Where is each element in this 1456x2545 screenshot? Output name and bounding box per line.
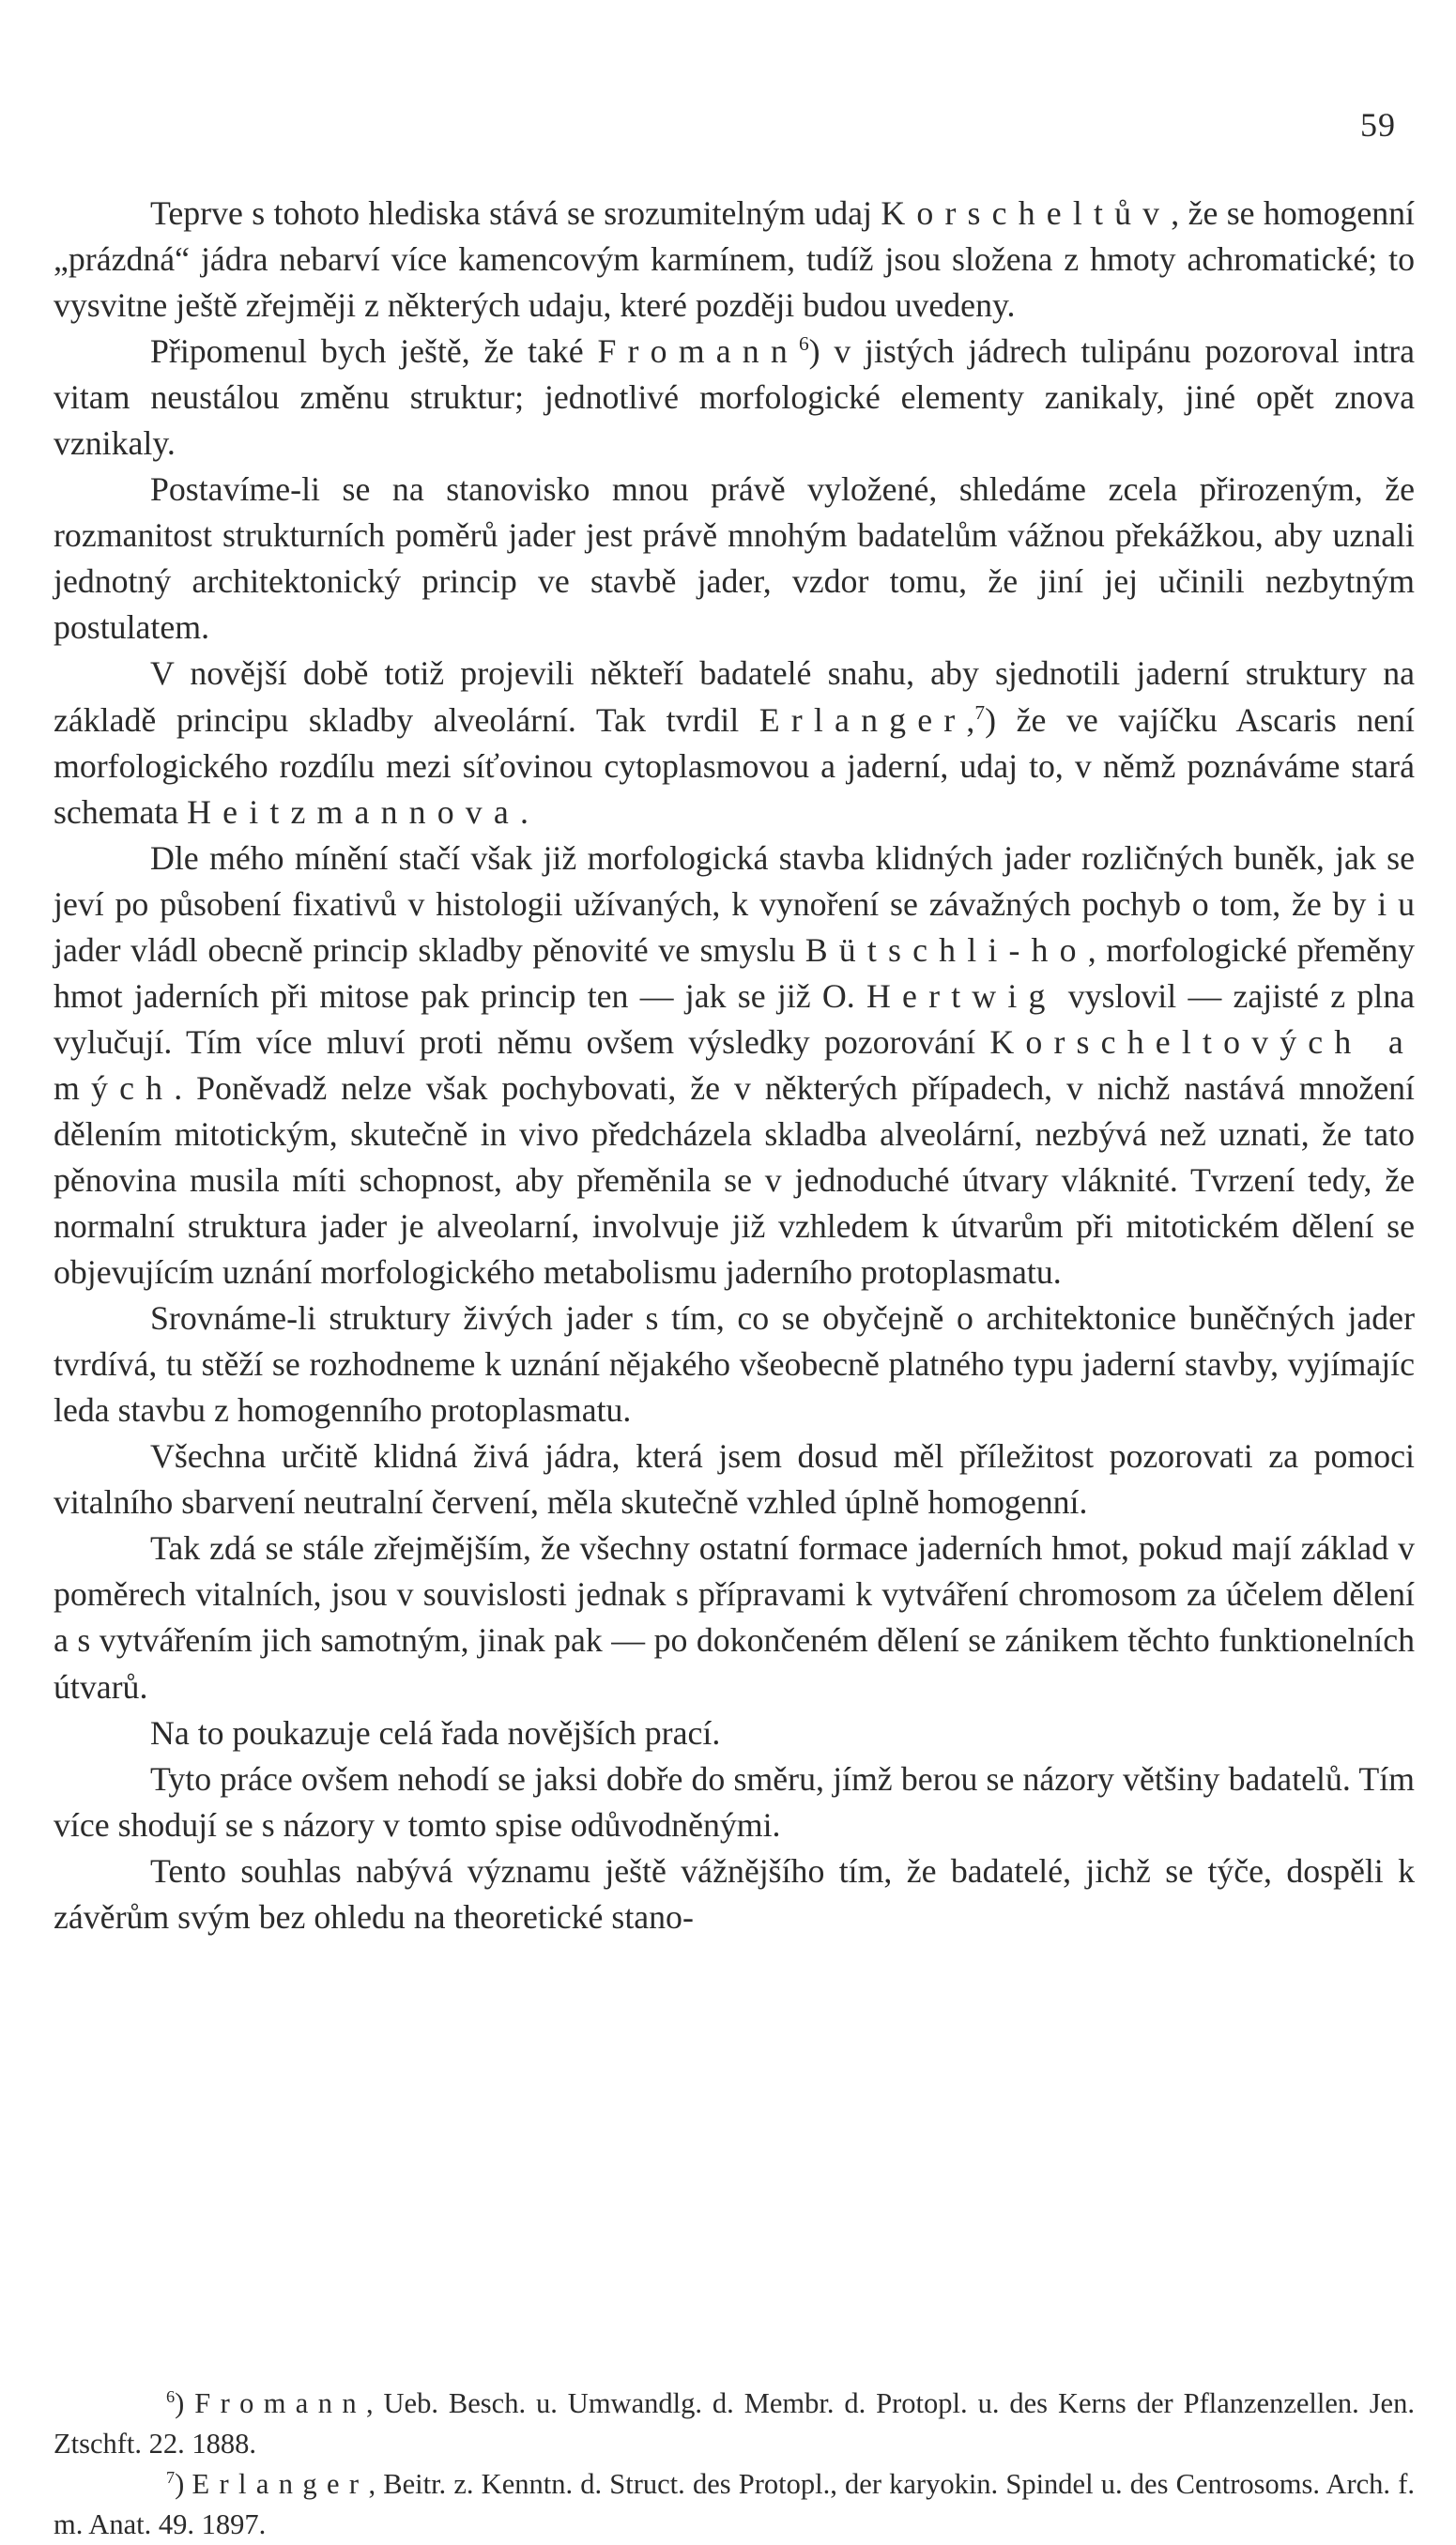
paragraph-4: V novější době totiž projevili někteří badatelé snahu, aby sjednotili jaderní struktury na základě principu skladby alveolární. Tak tvrdil Erlanger,$^7$) že ve vajíčku Ascaris není morfologického rozdílu mezi síťovinou cytoplasmovou a jaderní, udaj to, v němž poznáváme stará schemata Heitzmannova. (54, 654, 1415, 831)
footnote-ref: 6 (798, 332, 809, 356)
spaced-author-name: Heitzmannova (187, 792, 520, 831)
spaced-author-name: Fromann (597, 332, 799, 371)
paragraph-9: Na to poukazuje celá řada novějších prací. (150, 1713, 721, 1752)
footnote-number: 6 (166, 2386, 176, 2406)
paragraph-7: Všechna určitě klidná živá jádra, která jsem dosud měl příležitost pozorovati za pomoci vitalního sbarvení neutralní červení, měla skutečně vzhled úplně homogenní. (54, 1437, 1415, 1522)
footnote-6: $^6$) Fromann, Ueb. Besch. u. Umwandlg. d. Membr. d. Protopl. u. des Kerns der Pflanzenzellen. Jen. Ztschft. 22. 1888. (54, 2386, 1415, 2460)
paragraph-1: Teprve s tohoto hlediska stává se srozumitelným udaj Korscheltův, že se homogenní „prázdná“ jádra nebarví více kamencovým karmínem, tudíž jsou složena z hmoty achromatické; to vysvitne ještě zřejměji z některých udaju, které později budou uvedeny. (54, 194, 1415, 325)
spaced-author-name: Korscheltův (881, 194, 1172, 232)
paragraph-8: Tak zdá se stále zřejmějším, že všechny ostatní formace jaderních hmot, pokud mají základ v poměrech vitalních, jsou v souvislosti jednak s přípravami k vytváření chromosom za účelem dělení a s vytvářením jich samotným, jinak pak — po dokončeném dělení se zánikem těchto funktionelních útvarů. (54, 1529, 1415, 1706)
spaced-author-name: Hertwig (866, 976, 1057, 1015)
spaced-author-name: Erlanger (759, 700, 967, 739)
footnote-author: Erlanger (192, 2468, 369, 2500)
paragraph-2: Připomenul bych ještě, že také Fromann$^6$) v jistých jádrech tulipánu pozoroval intra vitam neustálou změnu struktur; jednotlivé morfologické elementy zanikaly, jiné opět znova vznikaly. (54, 332, 1415, 463)
footnote-author: Fromann (194, 2387, 366, 2419)
footnotes (54, 2384, 1415, 2545)
footnote-7: $^7$) Erlanger, Beitr. z. Kenntn. d. Struct. des Protopl., der karyokin. Spindel u. des Centrosoms. Arch. f. m. Anat. 49. 1897. (54, 2467, 1415, 2540)
paragraph-10: Tyto práce ovšem nehodí se jaksi dobře do směru, jímž berou se názory většiny badatelů. Tím více shodují se s názory v tomto spise odůvodněnými. (54, 1759, 1415, 1844)
footnote-number: 7 (166, 2467, 176, 2487)
spaced-author-name: Korscheltových a mých (54, 1022, 1415, 1107)
paragraph-11: Tento souhlas nabývá významu ještě vážnějšího tím, že badatelé, jichž se týče, dospěli k závěrům svým bez ohledu na theoretické stano- (54, 1851, 1415, 1936)
page-number: 59 (1360, 106, 1396, 144)
paragraph-3: Postavíme-li se na stanovisko mnou právě vyložené, shledáme zcela přirozeným, že rozmanitost strukturních poměrů jader jest právě mnohým badatelům vážnou překážkou, aby uznali jednotný architektonický princip ve stavbě jader, vzdor tomu, že jiní jej učinili nezbytným postulatem. (54, 470, 1415, 647)
paragraph-5: Dle mého mínění stačí však již morfologická stavba klidných jader rozličných buněk, jak se jeví po působení fixativů v histologii užívaných, k vynoření se závažných pochyb o tom, že by i u jader vládl obecně princip skladby pěnovité ve smyslu Bütschli-ho, morfologické přeměny hmot jaderních při mitose pak princip ten — jak se již O. Hertwig vyslovil — zajisté z plna vylučují. Tím více mluví proti němu ovšem výsledky pozorování Korscheltových a mých. Poněvadž nelze však pochybovati, že v některých případech, v nichž nastává množení dělením mitotickým, skutečně in vivo předcházela skladba alveolární, nezbývá než uznati, že tato pěnovina musila míti schopnost, aby přeměnila se v jednoduché útvary vláknité. Tvrzení tedy, že normalní struktura jader je alveolarní, involvuje již vzhledem k útvarům při mitotickém dělení se objevujícím uznání morfologického metabolismu jaderního protoplasmatu. (54, 838, 1416, 1292)
paragraph-6: Srovnáme-li struktury živých jader s tím, co se obyčejně o architektonice buněčných jader tvrdívá, tu stěží se rozhodneme k uznání nějakého všeobecně platného typu jaderní stavby, vyjímajíc leda stavbu z homogenního protoplasmatu. (54, 1299, 1415, 1430)
footnote-ref: 7 (974, 700, 986, 724)
spaced-author-name: Bütschli-ho (805, 930, 1088, 969)
body-text (54, 191, 1415, 1940)
